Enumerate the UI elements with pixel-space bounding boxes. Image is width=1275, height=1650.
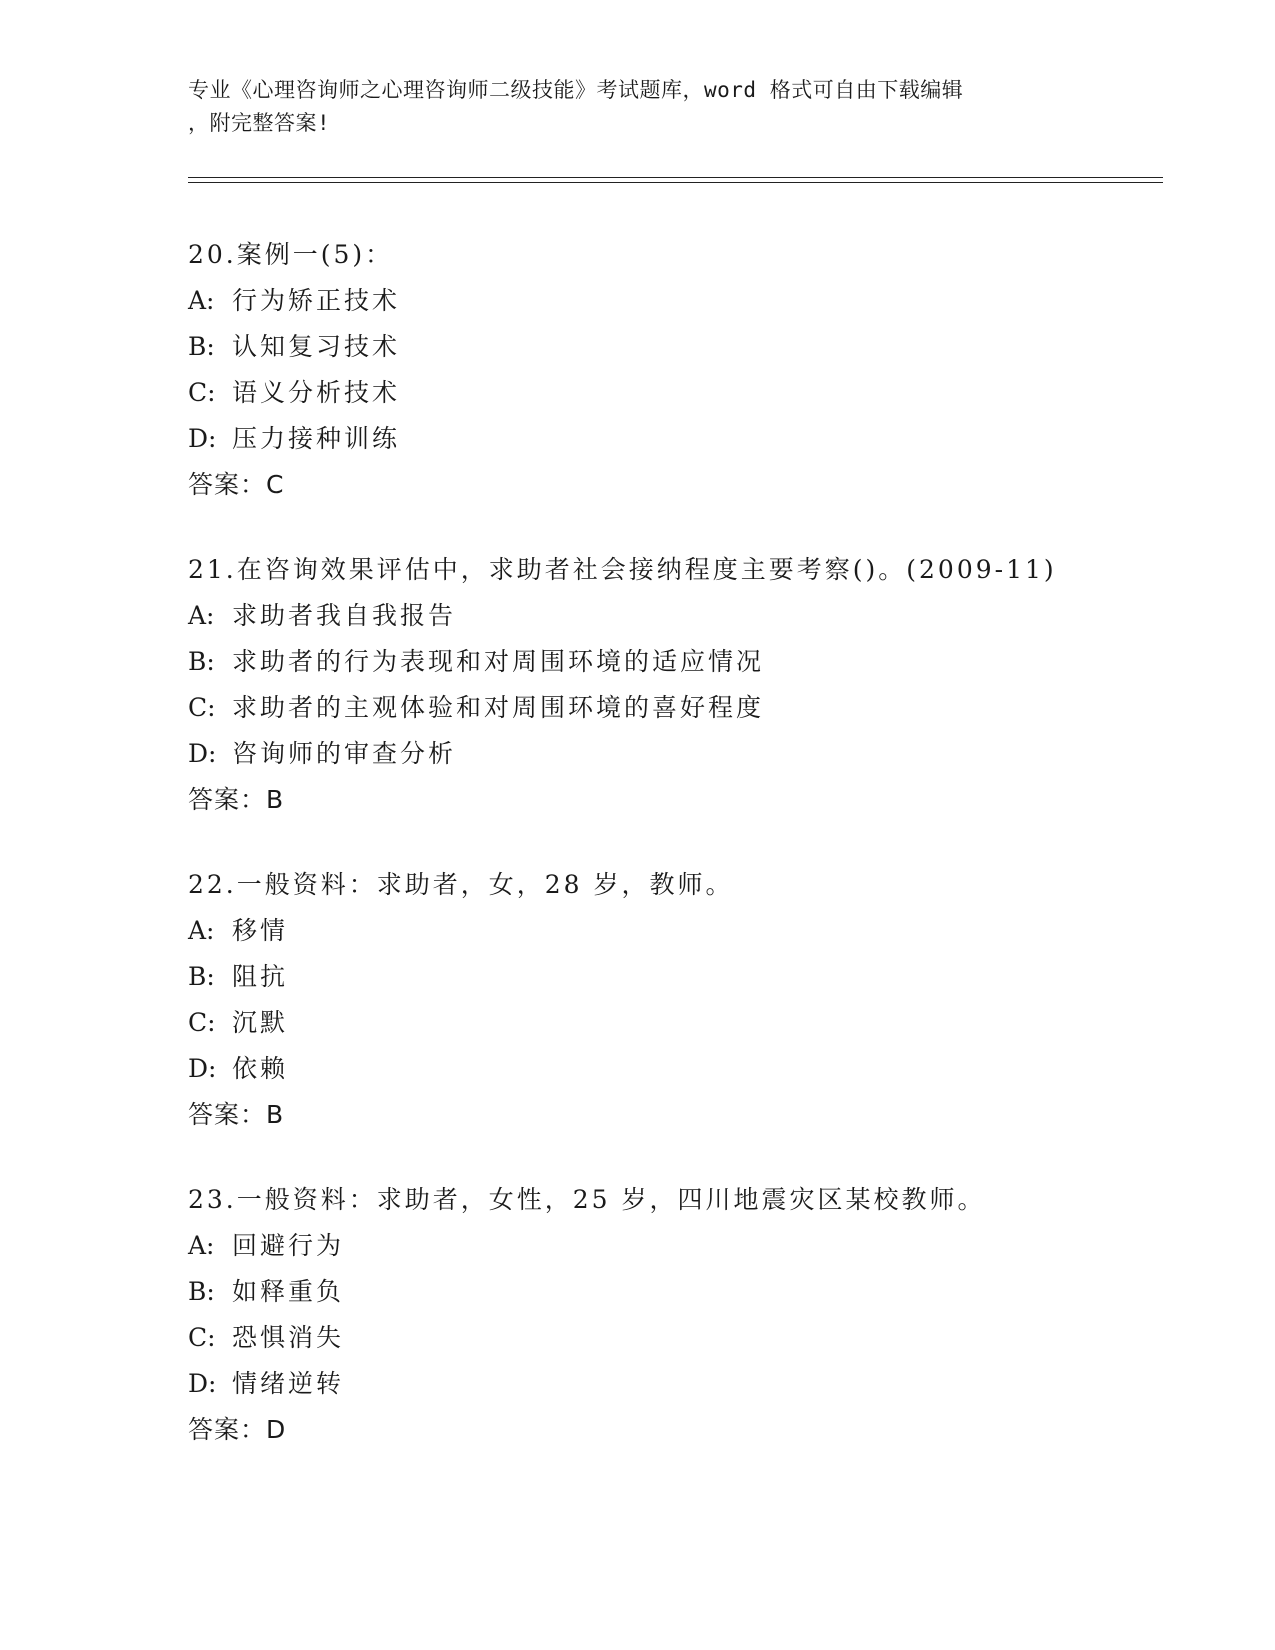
option-b — [188, 324, 1188, 370]
option-letter: C: — [188, 1008, 216, 1037]
option-letter: B: — [188, 1277, 215, 1306]
option-text: 求助者的主观体验和对周围环境的喜好程度 — [232, 693, 765, 722]
option-a — [188, 593, 1188, 639]
option-c — [188, 1315, 1188, 1361]
option-c — [188, 370, 1188, 416]
option-letter: C: — [188, 693, 216, 722]
option-text: 认知复习技术 — [232, 332, 401, 361]
option-letter: B: — [188, 647, 215, 676]
header-line-2: ，附完整答案! — [188, 111, 331, 135]
option-text: 求助者的行为表现和对周围环境的适应情况 — [232, 647, 765, 676]
question-23 — [188, 1177, 1188, 1453]
option-text: 阻抗 — [232, 962, 289, 991]
option-a — [188, 1223, 1188, 1269]
header-divider-top — [188, 177, 1163, 178]
question-stem: 20.案例一(5)： — [188, 240, 394, 269]
option-text: 沉默 — [232, 1008, 289, 1037]
option-letter: D: — [188, 739, 217, 768]
option-text: 情绪逆转 — [232, 1369, 345, 1398]
option-a — [188, 908, 1188, 954]
option-text: 如释重负 — [232, 1277, 345, 1306]
answer: 答案：B — [188, 1100, 285, 1129]
option-b — [188, 1269, 1188, 1315]
option-d — [188, 1361, 1188, 1407]
option-d — [188, 416, 1188, 462]
answer: 答案：D — [188, 1415, 287, 1444]
question-20 — [188, 232, 1188, 508]
option-text: 回避行为 — [232, 1231, 345, 1260]
document-header — [188, 74, 1088, 140]
option-text: 移情 — [232, 916, 289, 945]
option-text: 咨询师的审查分析 — [232, 739, 457, 768]
option-b — [188, 639, 1188, 685]
option-text: 行为矫正技术 — [232, 286, 401, 315]
header-divider-bottom — [188, 182, 1163, 183]
header-line-1: 专业《心理咨询师之心理咨询师二级技能》考试题库，word 格式可自由下载编辑 — [188, 78, 964, 102]
option-letter: A: — [188, 286, 215, 315]
option-d — [188, 1046, 1188, 1092]
option-text: 语义分析技术 — [232, 378, 401, 407]
option-letter: A: — [188, 601, 215, 630]
option-c — [188, 1000, 1188, 1046]
option-letter: A: — [188, 916, 215, 945]
option-c — [188, 685, 1188, 731]
option-b — [188, 954, 1188, 1000]
option-letter: A: — [188, 1231, 215, 1260]
answer: 答案：B — [188, 785, 285, 814]
option-letter: C: — [188, 378, 216, 407]
option-d — [188, 731, 1188, 777]
option-letter: B: — [188, 332, 215, 361]
question-stem: 22.一般资料：求助者，女，28 岁，教师。 — [188, 870, 734, 899]
option-text: 恐惧消失 — [232, 1323, 345, 1352]
question-21 — [188, 547, 1188, 823]
answer: 答案：C — [188, 470, 285, 499]
option-text: 求助者我自我报告 — [232, 601, 457, 630]
question-stem: 21.在咨询效果评估中，求助者社会接纳程度主要考察()。(2009-11) — [188, 555, 1057, 584]
option-letter: D: — [188, 1054, 217, 1083]
option-letter: C: — [188, 1323, 216, 1352]
option-letter: B: — [188, 962, 215, 991]
option-text: 依赖 — [232, 1054, 289, 1083]
option-text: 压力接种训练 — [232, 424, 401, 453]
option-letter: D: — [188, 424, 217, 453]
option-a — [188, 278, 1188, 324]
question-22 — [188, 862, 1188, 1138]
question-stem: 23.一般资料：求助者，女性，25 岁，四川地震灾区某校教师。 — [188, 1185, 986, 1214]
option-letter: D: — [188, 1369, 217, 1398]
